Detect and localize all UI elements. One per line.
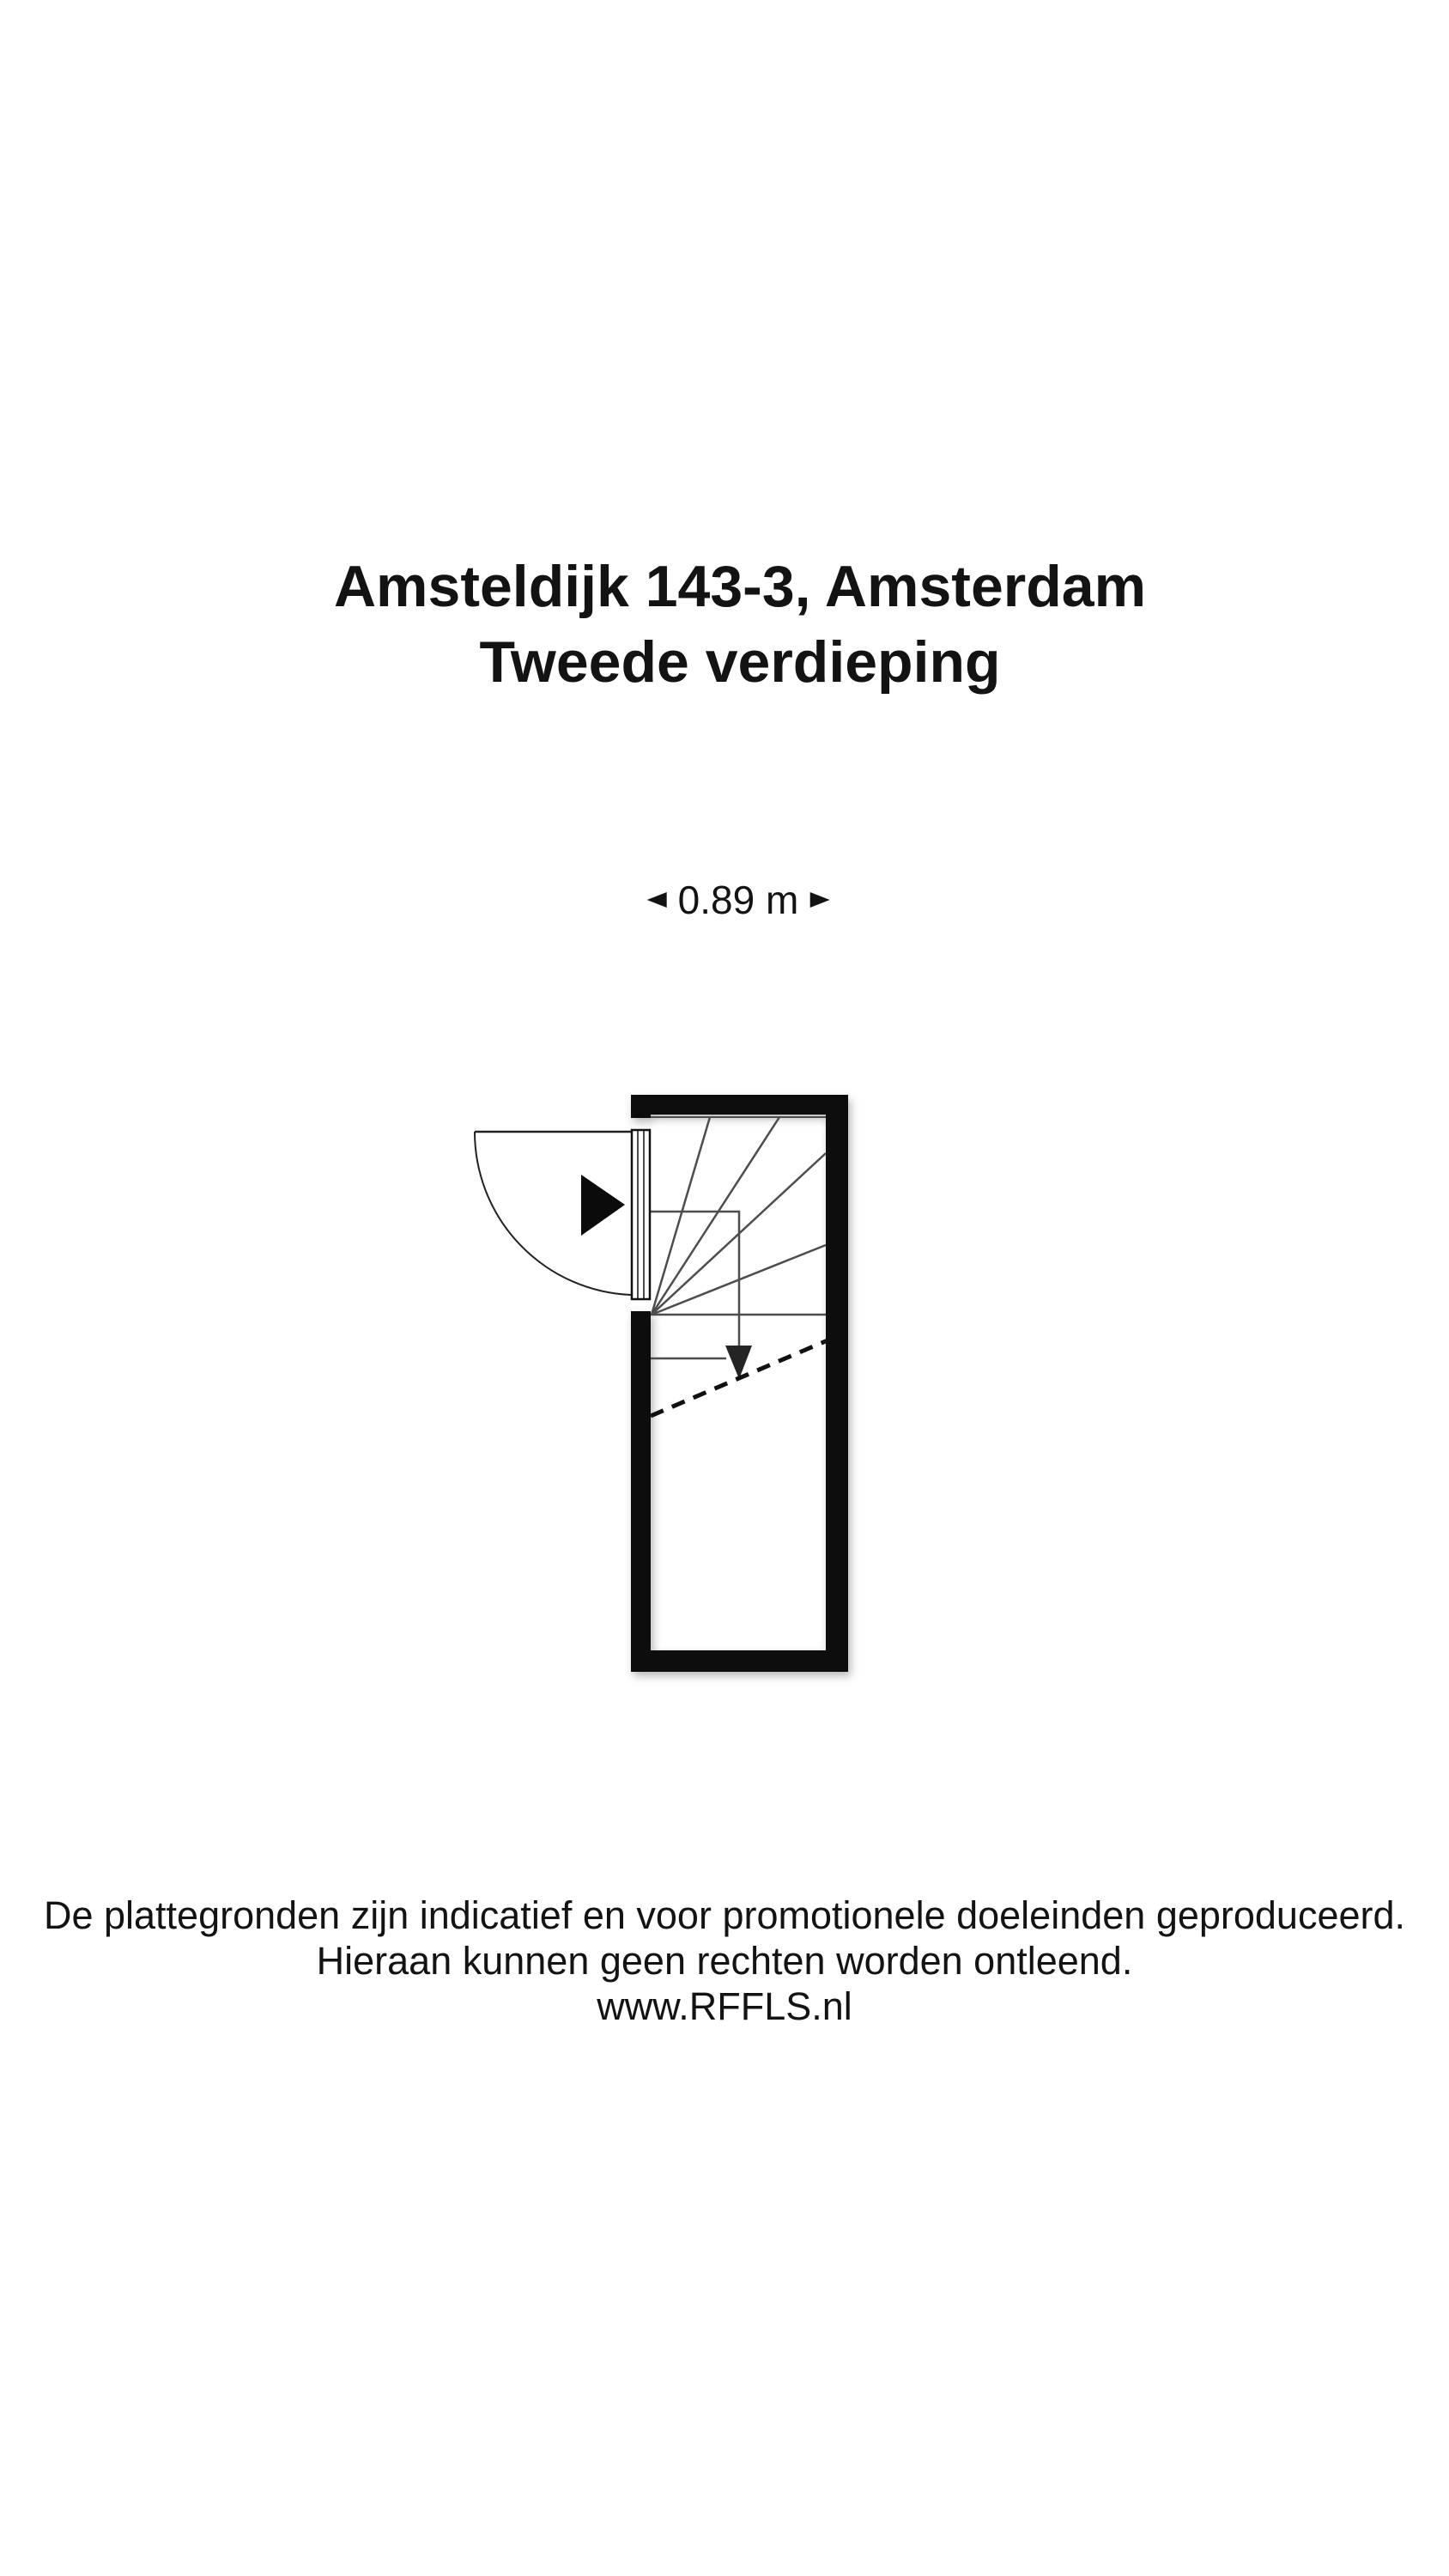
door-frame	[632, 1130, 650, 1299]
entry-direction-icon	[581, 1175, 625, 1236]
wall-right	[826, 1095, 848, 1672]
tread-line	[652, 1117, 779, 1315]
entry-door	[475, 1130, 650, 1299]
title-floor: Tweede verdieping	[479, 629, 1001, 695]
wall-left-top-stub	[631, 1095, 651, 1118]
wall-left-lower	[631, 1311, 651, 1672]
disclaimer-line-2: Hieraan kunnen geen rechten worden ontleend.	[316, 1939, 1133, 1983]
floor-plan	[429, 1056, 893, 1709]
wall-top	[631, 1095, 848, 1115]
disclaimer-line-1: De plattegronden zijn indicatief en voor promotionele doeleinden geproduceerd.	[43, 1893, 1406, 1937]
walls	[631, 1095, 848, 1672]
staircase-treads	[651, 1117, 826, 1358]
wall-bottom	[631, 1650, 848, 1672]
tread-line	[652, 1117, 710, 1315]
disclaimer-url: www.RFFLS.nl	[597, 1984, 852, 2028]
upper-flight-outline	[651, 1212, 739, 1346]
dimension-arrow-right-icon	[809, 892, 829, 908]
page-title	[334, 549, 1146, 700]
width-dimension	[647, 878, 830, 922]
dimension-arrow-left-icon	[647, 892, 667, 908]
title-address: Amsteldijk 143-3, Amsterdam	[333, 554, 1147, 619]
disclaimer	[0, 1893, 1449, 2029]
dimension-label: 0.89 m	[677, 878, 799, 922]
